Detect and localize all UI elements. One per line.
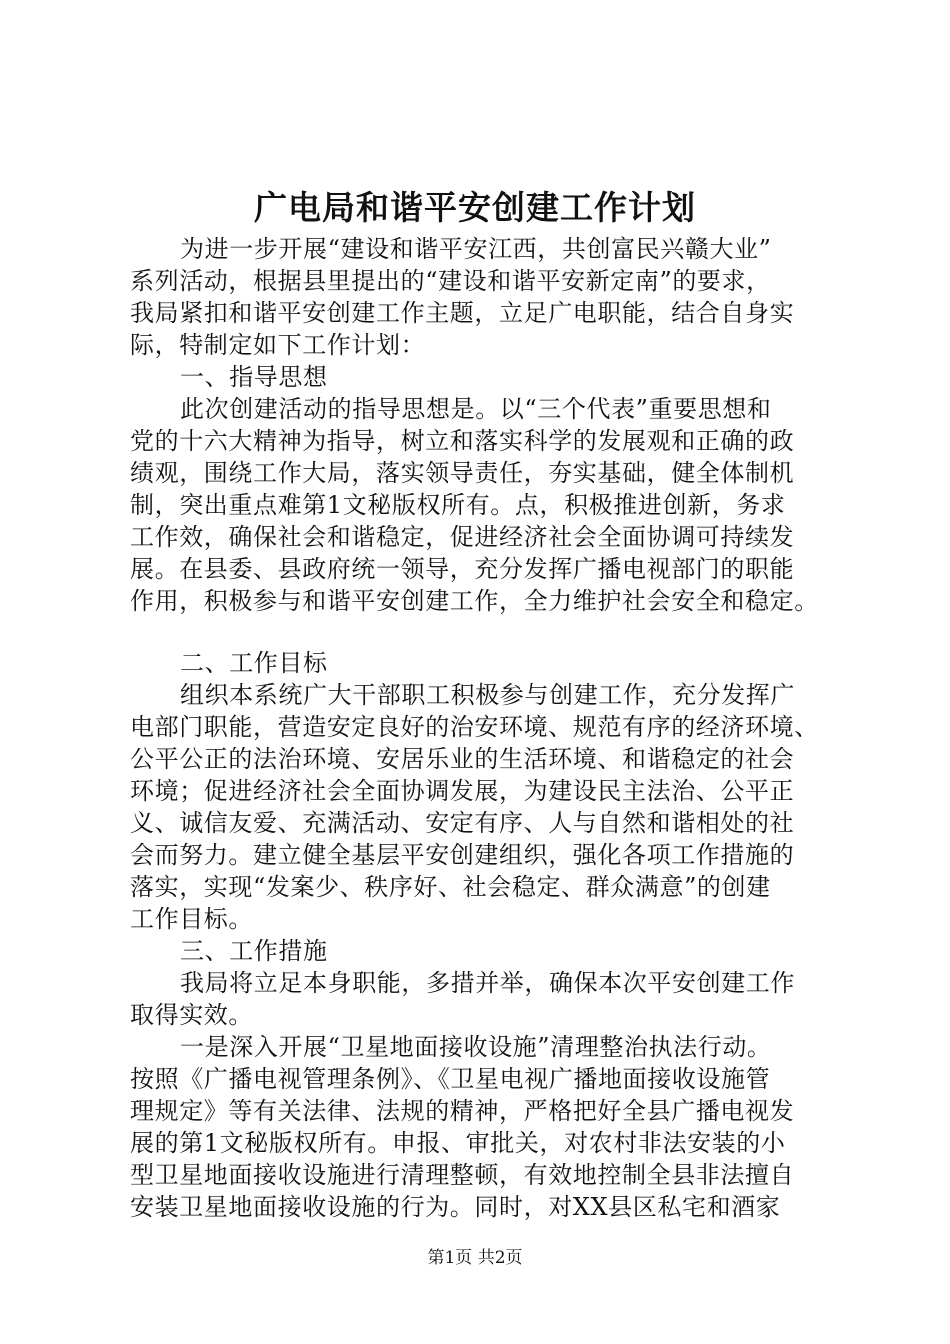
section-heading: 一、指导思想 — [180, 363, 328, 391]
paragraph-line: 际，特制定如下工作计划： — [130, 331, 426, 359]
paragraph-line: 取得实效。 — [130, 1001, 253, 1029]
paragraph-line: 型卫星地面接收设施进行清理整顿，有效地控制全县非法擅自 — [130, 1161, 795, 1189]
paragraph-line: 作用，积极参与和谐平安创建工作，全力维护社会安全和稳定。 — [130, 587, 819, 615]
paragraph-line: 义、诚信友爱、充满活动、安定有序、人与自然和谐相处的社 — [130, 809, 795, 837]
paragraph-line: 组织本系统广大干部职工积极参与创建工作，充分发挥广 — [180, 681, 795, 709]
paragraph-line: 公平公正的法治环境、安居乐业的生活环境、和谐稳定的社会 — [130, 745, 795, 773]
paragraph-line: 理规定》等有关法律、法规的精神，严格把好全县广播电视发 — [130, 1097, 795, 1125]
paragraph-line: 展的第1文秘版权所有。申报、审批关，对农村非法安装的小 — [130, 1129, 786, 1157]
section-heading: 二、工作目标 — [180, 649, 328, 677]
paragraph-line: 系列活动，根据县里提出的“建设和谐平安新定南”的要求， — [130, 267, 771, 295]
paragraph-line: 为进一步开展“建设和谐平安江西，共创富民兴赣大业” — [180, 235, 772, 263]
paragraph-line: 此次创建活动的指导思想是。以“三个代表”重要思想和 — [180, 395, 772, 423]
paragraph-line: 绩观，围绕工作大局，落实领导责任，夯实基础，健全体制机 — [130, 459, 795, 487]
page-number-footer: 第1页 共2页 — [427, 1248, 523, 1268]
paragraph-line: 我局紧扣和谐平安创建工作主题，立足广电职能，结合自身实 — [130, 299, 795, 327]
document-title: 广电局和谐平安创建工作计划 — [254, 188, 696, 227]
paragraph-line: 制，突出重点难第1文秘版权所有。点，积极推进创新，务求 — [130, 491, 786, 519]
paragraph-line: 会而努力。建立健全基层平安创建组织，强化各项工作措施的 — [130, 841, 795, 869]
paragraph-line: 党的十六大精神为指导，树立和落实科学的发展观和正确的政 — [130, 427, 795, 455]
paragraph-line: 环境；促进经济社会全面协调发展，为建设民主法治、公平正 — [130, 777, 795, 805]
paragraph-line: 按照《广播电视管理条例》、《卫星电视广播地面接收设施管 — [130, 1065, 771, 1093]
paragraph-line: 电部门职能，营造安定良好的治安环境、规范有序的经济环境、 — [130, 713, 819, 741]
section-heading: 三、工作措施 — [180, 937, 328, 965]
paragraph-line: 落实，实现“发案少、秩序好、社会稳定、群众满意”的创建 — [130, 873, 771, 901]
paragraph-line: 工作效，确保社会和谐稳定，促进经济社会全面协调可持续发 — [130, 523, 795, 551]
paragraph-line: 展。在县委、县政府统一领导，充分发挥广播电视部门的职能 — [130, 555, 795, 583]
paragraph-line: 一是深入开展“卫星地面接收设施”清理整治执法行动。 — [180, 1033, 772, 1061]
paragraph-line: 我局将立足本身职能，多措并举，确保本次平安创建工作 — [180, 969, 795, 997]
paragraph-line: 安装卫星地面接收设施的行为。同时，对XX县区私宅和酒家 — [130, 1193, 781, 1221]
paragraph-line: 工作目标。 — [130, 905, 253, 933]
